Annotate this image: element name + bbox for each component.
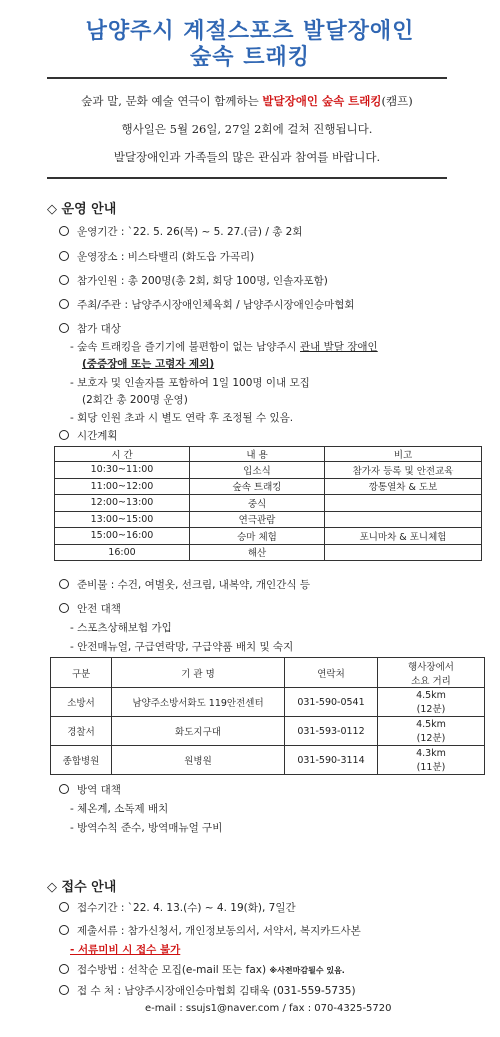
target-line4: - 회당 인원 초과 시 별도 연락 후 조정될 수 있음. — [70, 412, 294, 424]
reception-method-note: ※사전마감될수 있음. — [269, 966, 345, 975]
table-cell: 12:00~13:00 — [55, 495, 190, 512]
intro-line1 — [47, 93, 447, 109]
ops-people-text: 참가인원 : 총 200명(총 2회, 회당 100명, 인솔자포함) — [77, 275, 328, 287]
target-text: - 숲속 트래킹을 즐기기에 불편함이 없는 남양주시 — [70, 341, 301, 353]
table-cell: 남양주소방서화도 119안전센터 — [112, 688, 285, 717]
safety-line1: - 스포츠상해보험 가입 — [70, 622, 172, 634]
schedule-table — [54, 446, 482, 561]
distance: 4.3km — [416, 747, 446, 759]
target-line2: - 보호자 및 인솔자를 포함하여 1일 100명 이내 모집 — [70, 377, 310, 389]
table-cell: 원병원 — [112, 746, 285, 775]
bullet-icon — [59, 985, 69, 995]
duration: (11분) — [416, 761, 446, 773]
header-line: 행사장에서 — [408, 661, 454, 673]
intro-text: (캠프) — [381, 94, 413, 108]
table-row — [51, 717, 485, 746]
ops-place-text: 운영장소 : 비스타밸리 (화도읍 가곡리) — [77, 251, 255, 263]
header-line: 소요 거리 — [411, 675, 451, 687]
page-title-line1: 남양주시 계절스포츠 발달장애인 — [85, 19, 415, 44]
reception-docs — [59, 923, 361, 938]
duration: (12분) — [416, 732, 446, 744]
table-cell — [378, 717, 485, 746]
table-cell: 16:00 — [55, 544, 190, 561]
table-header: 시 간 — [55, 447, 190, 462]
reception-method-text: 접수방법 : 선착순 모집(e-mail 또는 fax) — [77, 964, 270, 976]
ops-period — [59, 224, 303, 239]
bullet-icon — [59, 902, 69, 912]
table-header: 구분 — [51, 658, 112, 688]
intro-line2: 행사일은 5월 26일, 27일 2회에 걸쳐 진행됩니다. — [121, 122, 373, 136]
reception-to — [59, 983, 356, 998]
table-cell: 11:00~12:00 — [55, 478, 190, 495]
schedule-label — [59, 428, 118, 443]
reception-warning-text: - 서류미비 시 접수 불가 — [70, 944, 181, 956]
prep-items — [59, 577, 310, 592]
reception-period — [59, 900, 296, 915]
ops-host — [59, 297, 355, 312]
page-title-line2: 숲속 트래킹 — [190, 45, 310, 70]
bullet-icon — [59, 603, 69, 613]
table-cell: 031-590-3114 — [285, 746, 378, 775]
table-cell: 031-590-0541 — [285, 688, 378, 717]
table-row — [55, 511, 482, 528]
table-row — [55, 495, 482, 512]
distance: 4.5km — [416, 689, 446, 701]
table-row — [51, 688, 485, 717]
quarantine-title-text: 방역 대책 — [77, 784, 121, 796]
bullet-icon — [59, 784, 69, 794]
ops-host-text: 주최/주관 : 남양주시장애인체육회 / 남양주시장애인승마협회 — [77, 299, 355, 311]
bullet-icon — [59, 964, 69, 974]
bullet-icon — [59, 299, 69, 309]
table-header-row — [55, 447, 482, 462]
table-header-row — [51, 658, 485, 688]
intro-box — [47, 77, 447, 179]
bullet-icon — [59, 226, 69, 236]
intro-line3: 발달장애인과 가족들의 많은 관심과 참여를 바랍니다. — [113, 150, 381, 164]
bullet-icon — [59, 323, 69, 333]
distance: 4.5km — [416, 718, 446, 730]
table-cell: 연극관람 — [190, 511, 325, 528]
target-exclusion-text: (중증장애 또는 고령자 제외) — [82, 358, 215, 370]
table-header — [378, 658, 485, 688]
table-header: 기 관 명 — [112, 658, 285, 688]
quarantine-line1: - 체온계, 소독제 배치 — [70, 803, 169, 815]
bullet-icon — [59, 579, 69, 589]
table-cell: 깡통열차 & 도보 — [325, 478, 482, 495]
table-cell — [325, 511, 482, 528]
table-cell: 화도지구대 — [112, 717, 285, 746]
prep-safety — [59, 601, 121, 616]
ops-people — [59, 273, 328, 288]
target-line3: (2회간 총 200명 운영) — [82, 394, 188, 406]
bullet-icon — [59, 251, 69, 261]
table-cell: 중식 — [190, 495, 325, 512]
table-header: 내 용 — [190, 447, 325, 462]
table-cell — [325, 495, 482, 512]
table-row — [55, 528, 482, 545]
table-header: 비고 — [325, 447, 482, 462]
table-cell: 숲속 트래킹 — [190, 478, 325, 495]
ops-target-text: 참가 대상 — [77, 323, 121, 335]
table-cell — [378, 688, 485, 717]
table-cell: 경찰서 — [51, 717, 112, 746]
table-cell: 소방서 — [51, 688, 112, 717]
table-cell: 종합병원 — [51, 746, 112, 775]
reception-period-text: 접수기간 : `22. 4. 13.(수) ~ 4. 19(화), 7일간 — [77, 902, 296, 914]
table-cell: 참가자 등록 및 안전교육 — [325, 462, 482, 479]
ops-period-text: 운영기간 : `22. 5. 26(목) ~ 5. 27.(금) / 총 2회 — [77, 226, 303, 238]
quarantine-line2: - 방역수칙 준수, 방역매뉴얼 구비 — [70, 822, 223, 834]
prep-safety-text: 안전 대책 — [77, 603, 121, 615]
table-cell — [325, 544, 482, 561]
quarantine-title — [59, 782, 121, 797]
reception-warning — [70, 942, 180, 957]
intro-text: 숲과 말, 문화 예술 연극이 함께하는 — [81, 94, 263, 108]
table-cell: 13:00~15:00 — [55, 511, 190, 528]
target-exclusion — [82, 356, 214, 371]
table-cell: 입소식 — [190, 462, 325, 479]
section-heading-ops: ◇ 운영 안내 — [47, 202, 117, 217]
intro-highlight: 발달장애인 숲속 트래킹 — [262, 94, 382, 108]
table-cell: 031-593-0112 — [285, 717, 378, 746]
table-row — [55, 478, 482, 495]
target-underlined: 관내 발달 장애인 — [300, 341, 378, 353]
ops-target — [59, 321, 121, 336]
bullet-icon — [59, 430, 69, 440]
contact-info: e-mail : ssujs1@naver.com / fax : 070-4325-5720 — [145, 1003, 392, 1014]
table-header: 연락처 — [285, 658, 378, 688]
safety-line2: - 안전매뉴얼, 구급연락망, 구급약품 배치 및 숙지 — [70, 641, 294, 653]
table-row — [55, 462, 482, 479]
institution-table — [50, 657, 485, 775]
reception-docs-text: 제출서류 : 참가신청서, 개인정보동의서, 서약서, 복지카드사본 — [77, 925, 361, 937]
table-cell: 10:30~11:00 — [55, 462, 190, 479]
table-cell: 해산 — [190, 544, 325, 561]
section-heading-reception: ◇ 접수 안내 — [47, 880, 117, 895]
table-cell: 15:00~16:00 — [55, 528, 190, 545]
table-row — [55, 544, 482, 561]
ops-place — [59, 249, 254, 264]
table-cell: 포니마차 & 포니체험 — [325, 528, 482, 545]
target-line1 — [70, 339, 378, 354]
schedule-label-text: 시간계획 — [77, 430, 118, 442]
reception-method — [59, 962, 345, 977]
table-cell — [378, 746, 485, 775]
bullet-icon — [59, 925, 69, 935]
table-cell: 승마 체험 — [190, 528, 325, 545]
table-row — [51, 746, 485, 775]
prep-items-text: 준비물 : 수건, 여벌옷, 선크림, 내복약, 개인간식 등 — [77, 579, 310, 591]
reception-to-text: 접 수 처 : 남양주시장애인승마협회 김태욱 (031-559-5735) — [77, 985, 356, 997]
duration: (12분) — [416, 703, 446, 715]
bullet-icon — [59, 275, 69, 285]
